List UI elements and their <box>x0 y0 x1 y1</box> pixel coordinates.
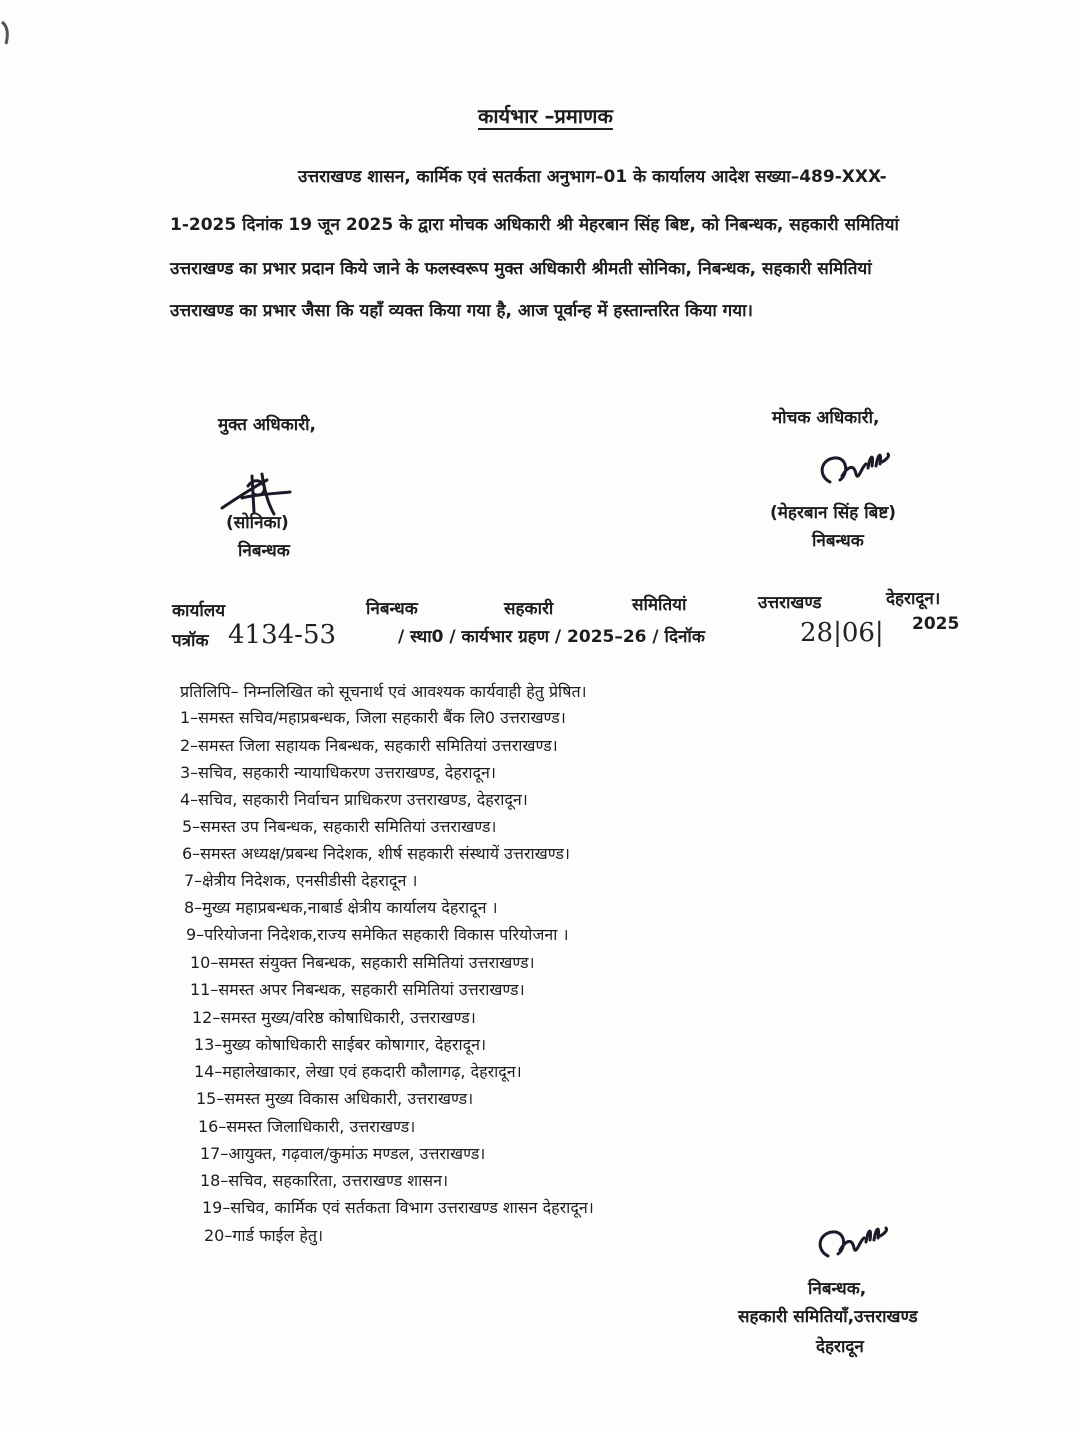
copy-item: 20–गार्ड फाईल हेतु। <box>204 1226 324 1245</box>
body-line-2: 1-2025 दिनांक 19 जून 2025 के द्वारा मोचक अधिकारी श्री मेहरबान सिंह बिष्ट, को निबन्धक, सहकारी समितियां <box>170 215 899 235</box>
copy-item: 4–सचिव, सहकारी निर्वाचन प्राधिकरण उत्तराखण्ड, देहरादून। <box>180 790 528 809</box>
patrank-reference: / स्था0 / कार्यभार ग्रहण / 2025–26 / दिनॉक <box>398 627 705 647</box>
footer-designation: निबन्धक, <box>808 1279 867 1299</box>
body-line-4: उत्तराखण्ड का प्रभार जैसा कि यहाँ व्यक्त किया गया है, आज पूर्वान्ह में हस्तान्तरित किया गया। <box>170 301 753 321</box>
office-word-1: कार्यालय <box>172 601 226 621</box>
patrank-number-handwritten: 4134-53 <box>228 620 337 650</box>
relieved-officer-name: (सोनिका) <box>226 513 289 533</box>
office-word-4: समितियां <box>632 595 687 615</box>
office-word-5: उत्तराखण्ड <box>758 593 822 613</box>
copy-item: 19–सचिव, कार्मिक एवं सर्तकता विभाग उत्तराखण्ड शासन देहरादून। <box>202 1198 594 1217</box>
body-line-3: उत्तराखण्ड का प्रभार प्रदान किये जाने के फलस्वरूप मुक्त अधिकारी श्रीमती सोनिका, निबन्धक, सहकारी समितियां <box>170 259 872 279</box>
copy-item: 2–समस्त जिला सहायक निबन्धक, सहकारी समितियां उत्तराखण्ड। <box>180 736 558 755</box>
copy-item: 12–समस्त मुख्य/वरिष्ठ कोषाधिकारी, उत्तराखण्ड। <box>192 1008 476 1027</box>
office-word-6: देहरादून। <box>886 589 941 609</box>
copy-item: 1–समस्त सचिव/महाप्रबन्धक, जिला सहकारी बैंक लि0 उत्तराखण्ड। <box>180 708 566 727</box>
copy-item: 8–मुख्य महाप्रबन्धक,नाबार्ड क्षेत्रीय कार्यालय देहरादून । <box>184 898 498 917</box>
copy-item: 11–समस्त अपर निबन्धक, सहकारी समितियां उत्तराखण्ड। <box>190 980 525 999</box>
office-word-3: सहकारी <box>504 599 554 619</box>
relieving-officer-heading: मोचक अधिकारी, <box>772 408 880 428</box>
relieving-officer-signature <box>812 446 892 498</box>
patrank-year: 2025 <box>912 614 960 634</box>
copy-item: 9–परियोजना निदेशक,राज्य समेकित सहकारी विकास परियोजना । <box>186 925 569 944</box>
copy-item: 16–समस्त जिलाधिकारी, उत्तराखण्ड। <box>198 1117 416 1136</box>
copy-item: 10–समस्त संयुक्त निबन्धक, सहकारी समितियां उत्तराखण्ड। <box>190 953 535 972</box>
patrank-date-handwritten: 28|06| <box>800 618 884 648</box>
relieved-officer-designation: निबन्धक <box>238 541 290 561</box>
copy-item: 13–मुख्य कोषाधिकारी साईबर कोषागार, देहरादून। <box>194 1035 487 1054</box>
copy-item: 14–महालेखाकार, लेखा एवं हकदारी कौलागढ़, देहरादून। <box>194 1062 522 1081</box>
footer-signature <box>810 1220 890 1272</box>
copy-item: 15–समस्त मुख्य विकास अधिकारी, उत्तराखण्ड। <box>196 1089 474 1108</box>
copy-item: 5–समस्त उप निबन्धक, सहकारी समितियां उत्तराखण्ड। <box>182 817 497 836</box>
copy-item: 6–समस्त अध्यक्ष/प्रबन्ध निदेशक, शीर्ष सहकारी संस्थायें उत्तराखण्ड। <box>182 844 570 863</box>
body-line-1: उत्तराखण्ड शासन, कार्मिक एवं सतर्कता अनुभाग–01 के कार्यालय आदेश सख्या–489-XXX- <box>298 167 887 187</box>
relieved-officer-heading: मुक्त अधिकारी, <box>218 415 317 435</box>
copy-header: प्रतिलिपि– निम्नलिखित को सूचनार्थ एवं आवश्यक कार्यवाही हेतु प्रेषित। <box>180 682 587 701</box>
relieving-officer-designation: निबन्धक <box>812 531 864 551</box>
office-word-2: निबन्धक <box>366 599 418 619</box>
copy-item: 18–सचिव, सहकारिता, उत्तराखण्ड शासन। <box>200 1171 449 1190</box>
patrank-label: पत्रॉक <box>172 631 209 651</box>
document-title: कार्यभार –प्रमाणक <box>478 104 613 128</box>
footer-office: सहकारी समितियॉं,उत्तराखण्ड <box>738 1307 918 1327</box>
scan-artifact-mark <box>0 18 16 48</box>
relieving-officer-name: (मेहरबान सिंह बिष्ट) <box>770 503 897 523</box>
copy-item: 3–सचिव, सहकारी न्यायाधिकरण उत्तराखण्ड, देहरादून। <box>180 763 496 782</box>
footer-place: देहरादून <box>816 1337 864 1357</box>
copy-item: 17–आयुक्त, गढ़वाल/कुमांऊ मण्डल, उत्तराखण्ड। <box>200 1144 486 1163</box>
copy-item: 7–क्षेत्रीय निदेशक, एनसीडीसी देहरादून । <box>184 871 418 890</box>
